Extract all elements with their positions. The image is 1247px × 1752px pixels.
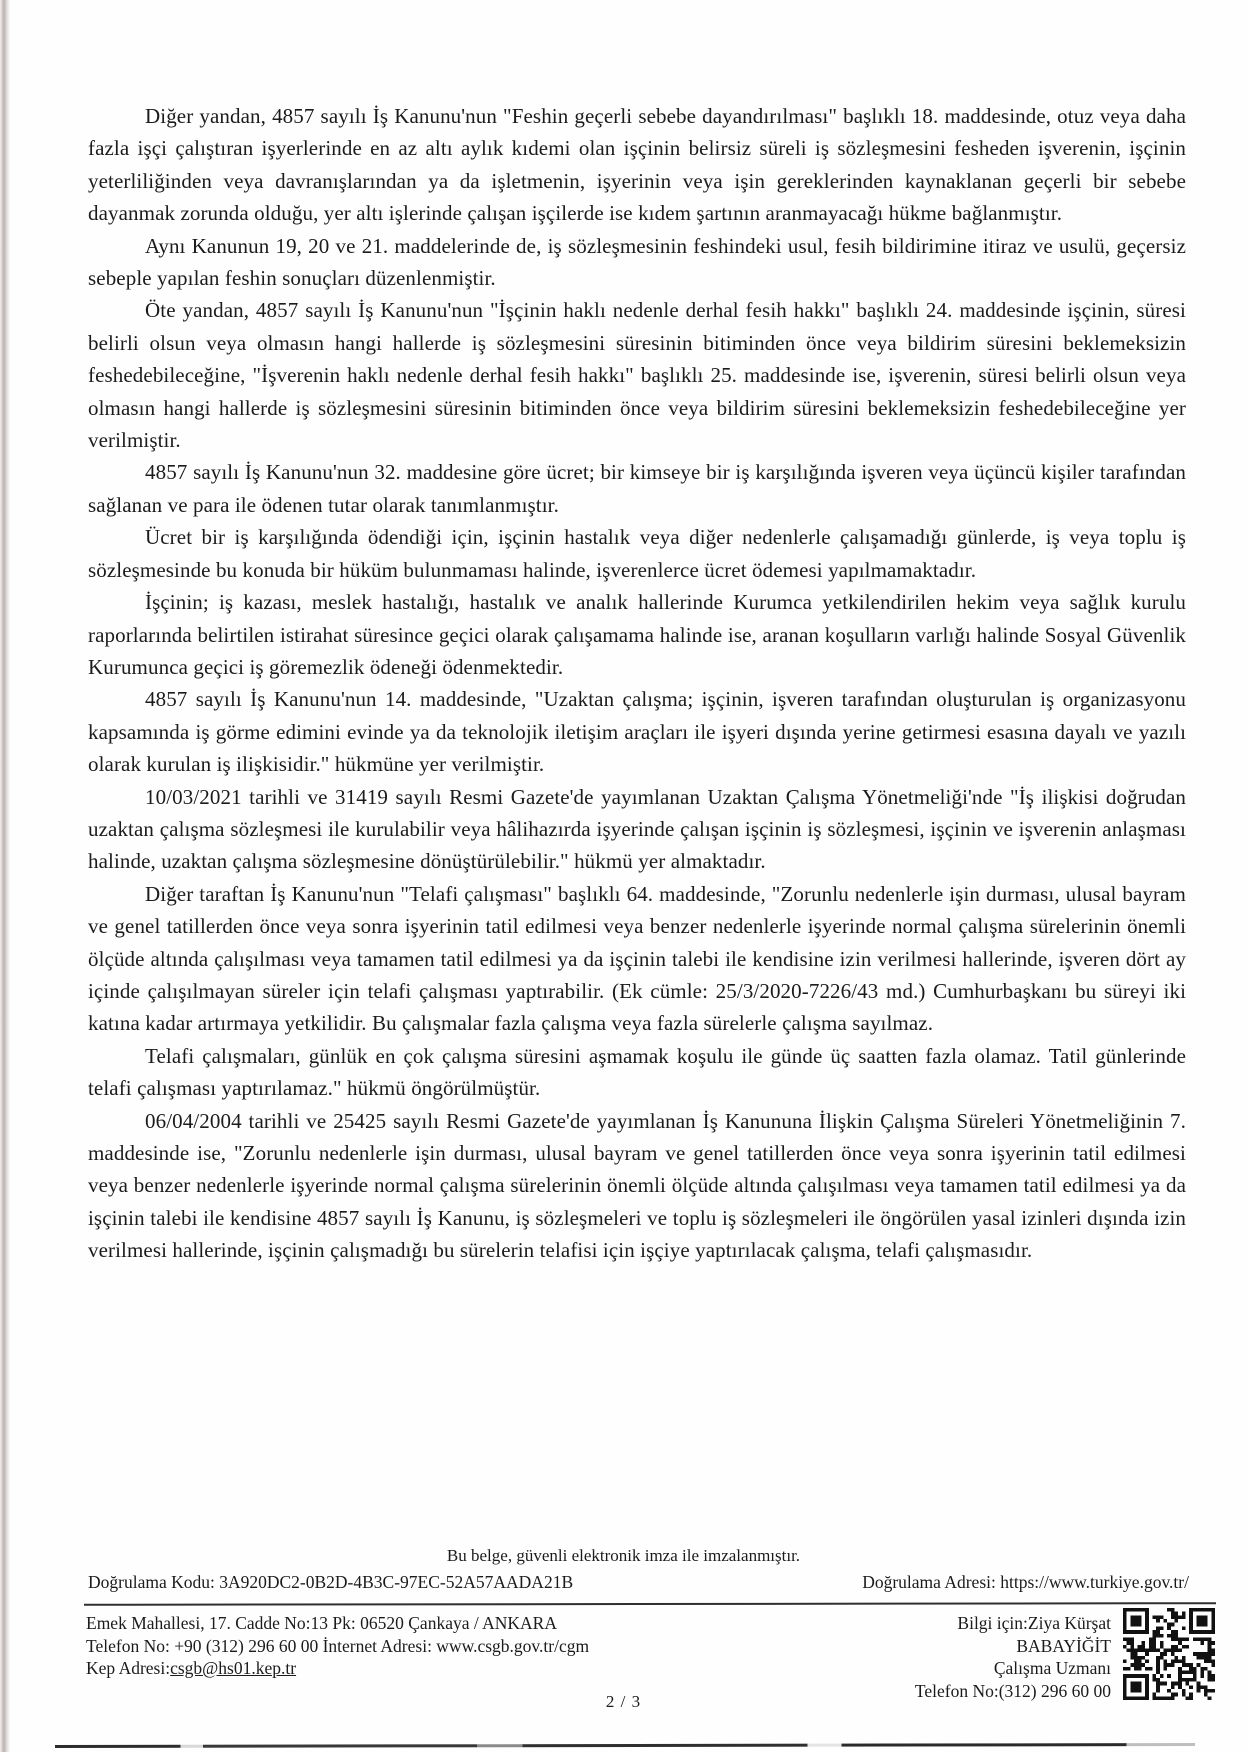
footer-columns [86,1612,1217,1702]
contact-block [915,1612,1121,1702]
paragraph: Diğer taraftan İş Kanunu'nun "Telafi çalışması" başlıklı 64. maddesinde, "Zorunlu nedenlerle işin durması, ulusal bayram ve genel tatillerden önce veya sonra işyerinin tatil edilmesi veya benzer nedenlerle işyerinde normal çalışma sürelerinin önemli ölçüde altında çalışılması veya tamamen tatil edilmesi ya da işçinin talebi ile kendisine izin verilmesi hallerinde, işveren dört ay içinde çalışılmayan süreler için telafi çalışması yaptırabilir. (Ek cümle: 25/3/2020-7226/43 md.) Cumhurbaşkanı bu süreyi iki katına kadar artırmaya yetkilidir. Bu çalışmalar fazla çalışma veya fazla sürelerle çalışma sayılmaz. [88,881,1186,1036]
kep-address: csgb@hs01.kep.tr [170,1658,297,1678]
kep-line [86,1657,589,1680]
verification-address: Doğrulama Adresi: https://www.turkiye.gov.tr/ [862,1572,1189,1592]
address-block [86,1612,589,1680]
scan-edge-stripe [0,0,10,1752]
paragraph: 10/03/2021 tarihli ve 31419 sayılı Resmi Gazete'de yayımlanan Uzaktan Çalışma Yönetmeliği'nde "İş ilişkisi doğrudan uzaktan çalışma sözleşmesi ile kurulabilir veya hâlihazırda işyerinde çalışan işçinin iş sözleşmesi, işçinin ve işverenin anlaşması halinde, uzaktan çalışma sözleşmesine dönüştürülebilir." hükmü yer almaktadır. [88,784,1186,874]
verification-code: Doğrulama Kodu: 3A920DC2-0B2D-4B3C-97EC-52A57AADA21B [88,1572,574,1592]
paragraph: İşçinin; iş kazası, meslek hastalığı, hastalık ve analık hallerinde Kurumca yetkilendirilen hekim veya sağlık kurulu raporlarında belirtilen istirahat süresince geçici olarak çalışamama halinde ise, aranan koşulların varlığı halinde Sosyal Güvenlik Kurumunca geçici iş göremezlik ödeneği ödenmektedir. [88,590,1186,679]
signature-note: Bu belge, güvenli elektronik imza ile imzalanmıştır. [446,1546,801,1565]
kep-label: Kep Adresi: [86,1658,171,1678]
qr-code-icon [1121,1608,1217,1700]
paragraph: Telafi çalışmaları, günlük en çok çalışma süresini aşmamak koşulu ile günde üç saatten fazla olamaz. Tatil günlerinde telafi çalışması yaptırılamaz." hükmü öngörülmüştür. [88,1043,1186,1101]
scan-artifact-line [55,1743,1195,1748]
paragraph: Öte yandan, 4857 sayılı İş Kanunu'nun "İşçinin haklı nedenle derhal fesih hakkı" başlıklı 24. maddesinde işçinin, süresi belirli olsun veya olmasın hangi hallerde iş sözleşmesini süresinin bitiminden önce veya bildirim süresini beklemeksizin feshedebileceğine, "İşverenin haklı nedenle derhal fesih hakkı" başlıklı 25. maddesinde ise, işverenin, süresi belirli olsun veya olmasın hangi hallerde iş sözleşmesini süresinin bitiminden önce veya bildirim süresini beklemeksizin feshedebileceğine yer verilmiştir. [88,298,1186,453]
paragraph: 4857 sayılı İş Kanunu'nun 14. maddesinde, "Uzaktan çalışma; işçinin, işveren tarafından oluşturulan iş organizasyonu kapsamında iş görme edimini evinde ya da teknolojik iletişim araçları ile işyeri dışında yerine getirmesi esasına dayalı ve yazılı olarak kurulan iş ilişkisidir." hükmüne yer verilmiştir. [88,687,1186,777]
footer-divider [84,1602,1216,1606]
contact-surname-line: BABAYİĞİT [1016,1635,1111,1656]
contact-phone-line: Telefon No:(312) 296 60 00 [914,1680,1111,1701]
contact-title-line: Çalışma Uzmanı [993,1658,1111,1678]
paragraph: Aynı Kanunun 19, 20 ve 21. maddelerinde de, iş sözleşmesinin feshindeki usul, fesih bildirimine itiraz ve usulü, geçersiz sebeple yapılan feshin sonuçları düzenlenmiştir. [88,233,1186,291]
paragraph: Diğer yandan, 4857 sayılı İş Kanunu'nun "Feshin geçerli sebebe dayandırılması" başlıklı 18. maddesinde, otuz veya daha fazla işçi çalıştıran işyerlerinde en az altı aylık kıdemi olan işçinin belirsiz süreli iş sözleşmesini fesheden işverenin, işçinin yeterliliğinden veya davranışlarından ya da işletmenin, işyerinin veya işin gereklerinden kaynaklanan geçerli bir sebebe dayanmak zorunda olduğu, yer altı işlerinde çalışan işçilerde ise kıdem şartının aranmayacağı hükme bağlanmıştır. [88,104,1186,226]
paragraph: 4857 sayılı İş Kanunu'nun 32. maddesine göre ücret; bir kimseye bir iş karşılığında işveren veya üçüncü kişiler tarafından sağlanan ve para ile ödenen tutar olarak tanımlanmıştır. [88,460,1186,517]
paragraph: Ücret bir iş karşılığında ödendiği için, işçinin hastalık veya diğer nedenlerle çalışamadığı günlerde, iş veya toplu iş sözleşmesinde bu konuda bir hüküm bulunmaması halinde, işverenlerce ücret ödemesi yapılmamaktadır. [88,525,1186,582]
phone-web-line: Telefon No: +90 (312) 296 60 00 İnternet Adresi: www.csgb.gov.tr/cgm [86,1635,590,1656]
address-line: Emek Mahallesi, 17. Cadde No:13 Pk: 06520 Çankaya / ANKARA [86,1613,557,1633]
document-body [88,100,1186,1267]
paragraph: 06/04/2004 tarihli ve 25425 sayılı Resmi Gazete'de yayımlanan İş Kanununa İlişkin Çalışma Süreleri Yönetmeliğinin 7. maddesinde ise, "Zorunlu nedenlerle işin durması, ulusal bayram ve genel tatillerden önce veya sonra işyerinin tatil edilmesi veya benzer nedenlerle işyerinde normal çalışma sürelerinin önemli ölçüde altında çalışılması veya tamamen tatil edilmesi ya da işçinin talebi ile kendisine 4857 sayılı İş Kanunu, iş sözleşmeleri ve toplu iş sözleşmeleri ile öngörülen yasal izinleri dışında izin verilmesi hallerinde, işçinin çalışmadığı bu sürelerin telafisi için işçiye yaptırılacak çalışma, telafi çalışmasıdır. [88,1108,1186,1263]
verification-row [88,1572,1189,1593]
contact-info-line: Bilgi için:Ziya Kürşat [957,1613,1111,1633]
page-number: 2 / 3 [605,1692,642,1711]
